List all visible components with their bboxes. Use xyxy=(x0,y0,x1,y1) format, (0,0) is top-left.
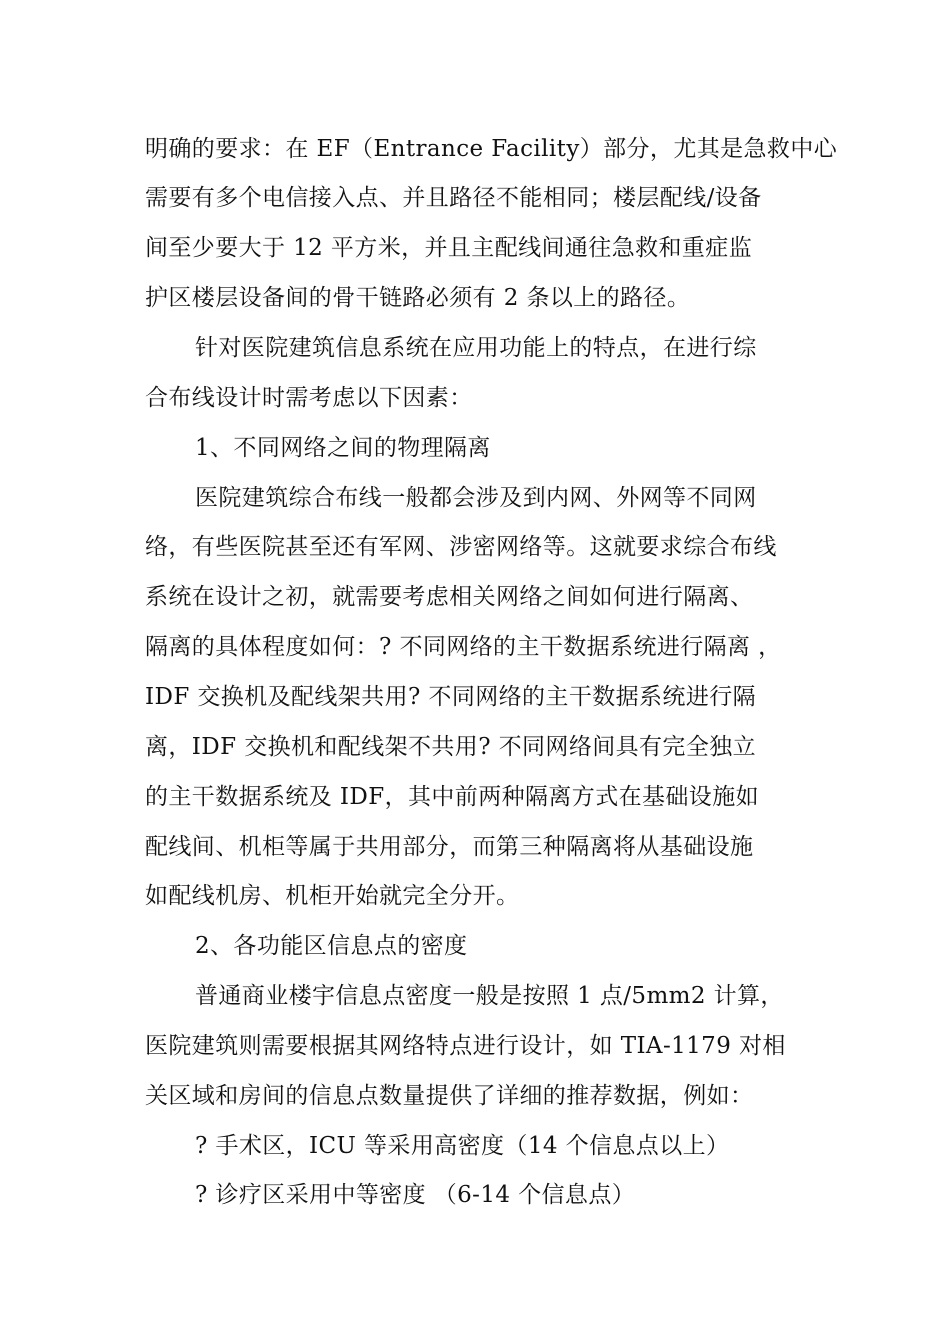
paragraph-first-line: 普通商业楼宇信息点密度一般是按照 1 点/5mm2 计算， xyxy=(195,983,784,1009)
text-line: 需要有多个电信接入点、并且路径不能相同；楼层配线/设备 xyxy=(145,185,762,211)
text-line: 如配线机房、机柜开始就完全分开。 xyxy=(145,883,520,909)
text-line: IDF 交换机及配线架共用? 不同网络的主干数据系统进行隔 xyxy=(145,684,757,710)
text-line: 的主干数据系统及 IDF，其中前两种隔离方式在基础设施如 xyxy=(145,784,759,810)
text-line: 间至少要大于 12 平方米，并且主配线间通往急救和重症监 xyxy=(145,235,753,261)
list-item: ? 诊疗区采用中等密度 （6-14 个信息点） xyxy=(195,1182,636,1208)
list-item: ? 手术区，ICU 等采用高密度（14 个信息点以上） xyxy=(195,1133,730,1159)
text-line: 系统在设计之初，就需要考虑相关网络之间如何进行隔离、 xyxy=(145,584,754,610)
text-line: 明确的要求：在 EF（Entrance Facility）部分，尤其是急救中心 xyxy=(145,136,838,162)
paragraph-first-line: 针对医院建筑信息系统在应用功能上的特点，在进行综 xyxy=(195,335,757,361)
text-line: 医院建筑则需要根据其网络特点进行设计，如 TIA-1179 对相 xyxy=(145,1033,786,1059)
section-heading: 1、不同网络之间的物理隔离 xyxy=(195,435,491,461)
text-line: 配线间、机柜等属于共用部分，而第三种隔离将从基础设施 xyxy=(145,834,754,860)
text-line: 关区域和房间的信息点数量提供了详细的推荐数据，例如： xyxy=(145,1083,754,1109)
text-line: 离，IDF 交换机和配线架不共用? 不同网络间具有完全独立 xyxy=(145,734,757,760)
text-line: 隔离的具体程度如何：? 不同网络的主干数据系统进行隔离 ， xyxy=(145,634,782,660)
paragraph-first-line: 医院建筑综合布线一般都会涉及到内网、外网等不同网 xyxy=(195,485,757,511)
section-heading: 2、各功能区信息点的密度 xyxy=(195,933,468,959)
text-line: 合布线设计时需考虑以下因素： xyxy=(145,385,473,411)
text-line: 络，有些医院甚至还有军网、涉密网络等。这就要求综合布线 xyxy=(145,534,777,560)
text-line: 护区楼层设备间的骨干链路必须有 2 条以上的路径。 xyxy=(145,285,691,311)
